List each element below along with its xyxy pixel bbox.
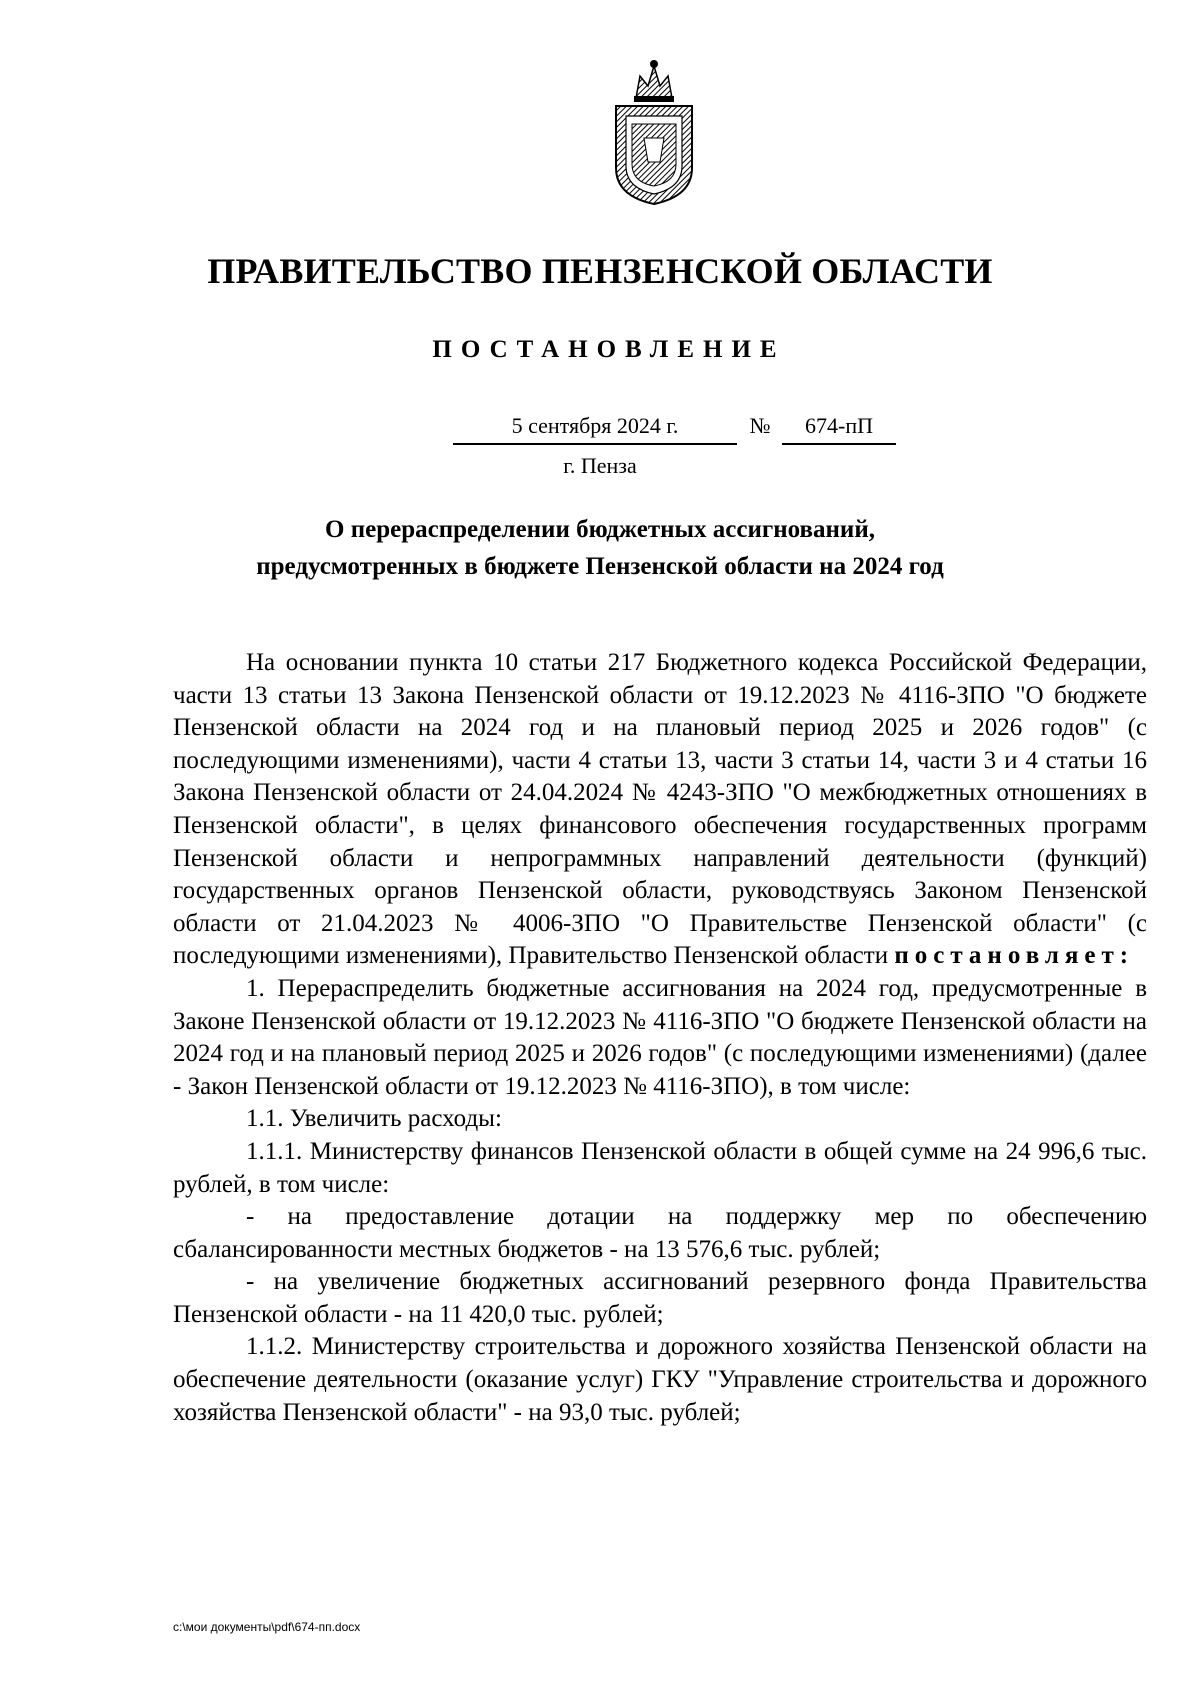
document-date: 5 сентября 2024 г. [453,413,737,445]
subject-line-2: предусмотренных в бюджете Пензенской области на 2024 год [256,553,944,580]
document-type: ПОСТАНОВЛЕНИЕ [432,336,786,363]
number-sign: № [749,413,771,438]
document-number: 674-пП [782,413,896,445]
decrees-word: постановляет: [894,942,1135,970]
paragraph-1-1-2: 1.1.2. Министерству строительства и дорожного хозяйства Пензенской области на обеспечение деятельности (оказание услуг) ГКУ "Управление строительства и дорожного хозяйства Пензенской области" - на 93,0 тыс. рублей; [173,1333,1147,1426]
paragraph-1: 1. Перераспределить бюджетные ассигнования на 2024 год, предусмотренные в Законе Пензенской области от 19.12.2023 № 4116-ЗПО "О бюджете Пензенской области на 2024 год и на плановый период 2025 и 2026 годов" (с последующими изменениями) (далее - Закон Пензенской области от 19.12.2023 № 4116-ЗПО), в том числе: [173,974,1147,1100]
preamble-paragraph [173,647,1147,973]
paragraph-1-1: 1.1. Увеличить расходы: [246,1105,502,1133]
document-body [173,647,1147,1429]
list-item-dotation: - на предоставление дотации на поддержку мер по обеспечению сбалансированности местных бюджетов - на 13 576,6 тыс. рублей; [173,1203,1147,1263]
subject-line-1: О перераспределении бюджетных ассигнований, [325,516,875,543]
document-city: г. Пенза [563,453,637,478]
preamble-text: На основании пункта 10 статьи 217 Бюджетного кодекса Российской Федерации, части 13 статьи 13 Закона Пензенской области от 19.12.2023 № 4116-ЗПО "О бюджете Пензенской области на 2024 год и на плановый период 2025 и 2026 годов" (с последующими изменениями), части 4 статьи 13, части 3 статьи 14, части 3 и 4 статьи 16 Закона Пензенской области от 24.04.2024 № 4243-ЗПО "О межбюджетных отношениях в Пензенской области", в целях финансового обеспечения государственных программ Пензенской области и непрограммных направлений деятельности (функций) государственных органов Пензенской области, руководствуясь Законом Пензенской области от 21.04.2023 № 4006-ЗПО "О Правительстве Пензенской области" (с последующими изменениями), Правительство Пензенской области [173,649,1147,970]
file-path-footer: c:\мои документы\pdf\674-пп.docx [173,1620,361,1634]
coat-of-arms-emblem [606,58,702,208]
list-item-reserve-fund: - на увеличение бюджетных ассигнований резервного фонда Правительства Пензенской области - на 11 420,0 тыс. рублей; [173,1268,1147,1328]
government-title: ПРАВИТЕЛЬСТВО ПЕНЗЕНСКОЙ ОБЛАСТИ [207,251,993,291]
paragraph-1-1-1: 1.1.1. Министерству финансов Пензенской области в общей сумме на 24 996,6 тыс. рублей, в том числе: [173,1137,1147,1198]
document-subject [0,511,1200,585]
